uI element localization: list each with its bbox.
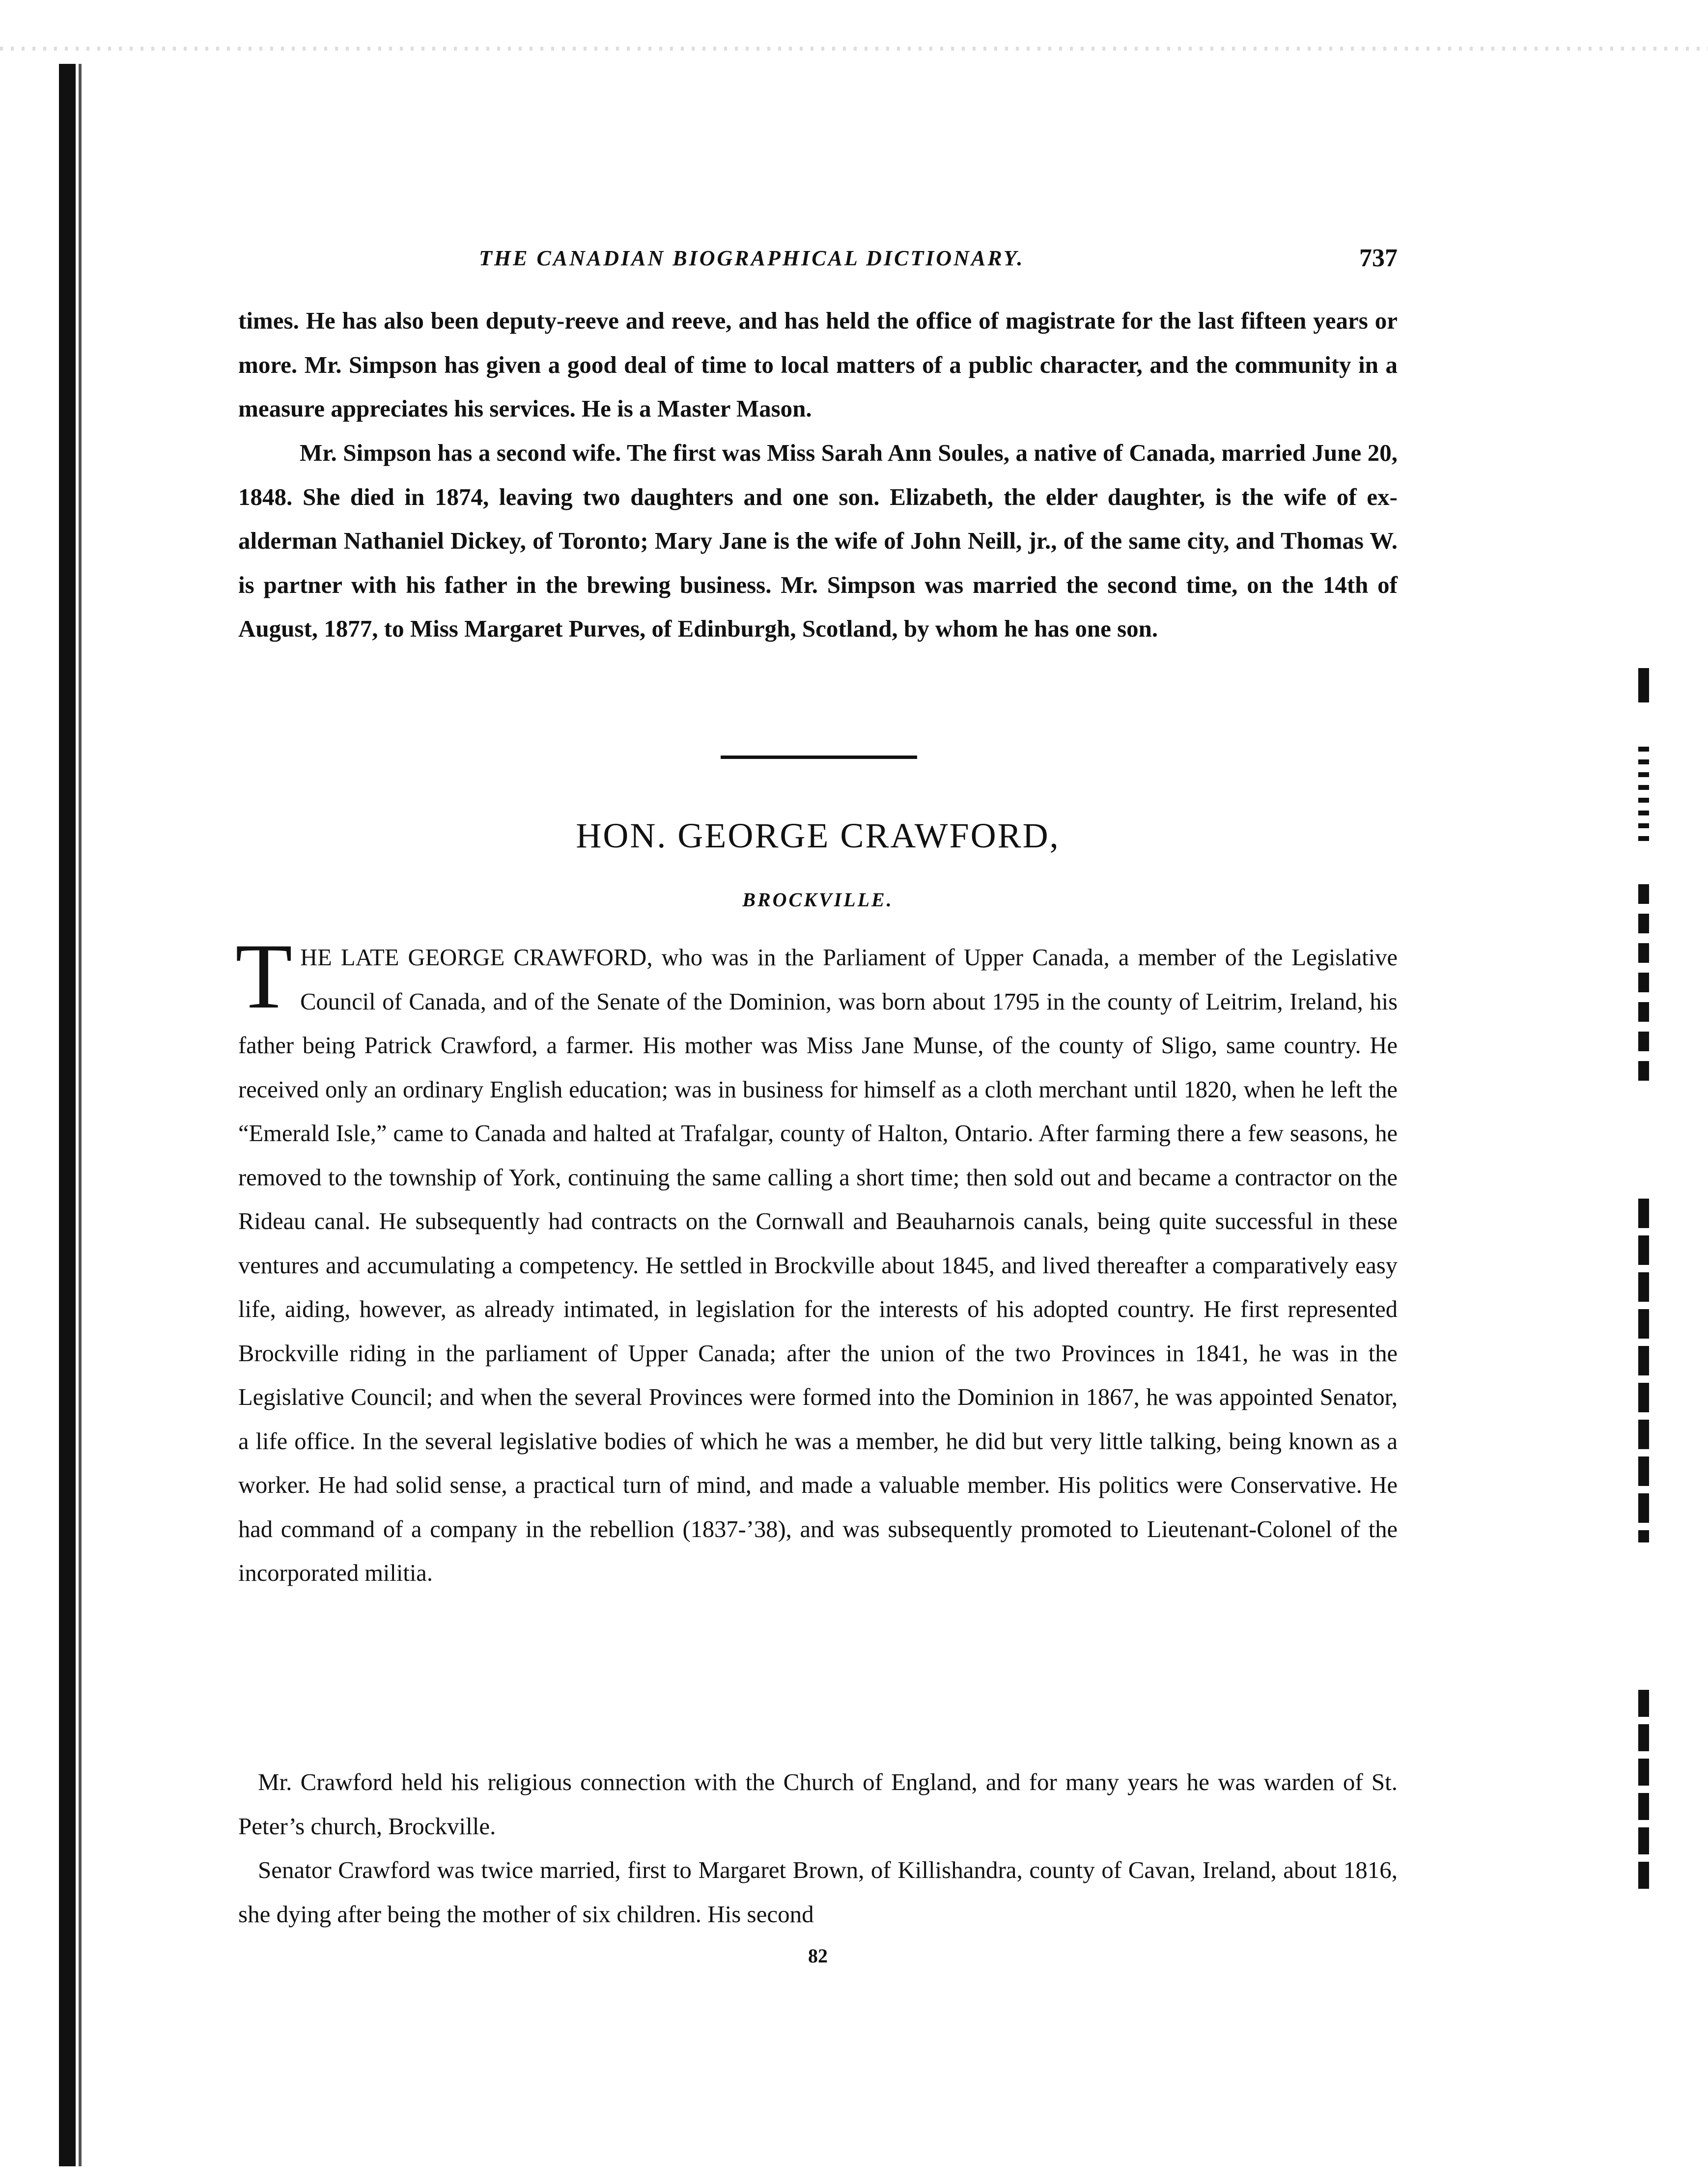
scan-noise-top (0, 47, 1708, 51)
entry-religion-paragraph: Mr. Crawford held his religious connection with the Church of England, and for many years he was warden of St. Peter’s church, Brockville. (238, 1768, 1398, 1840)
entry-heading: HON. GEORGE CRAWFORD, (576, 816, 1060, 855)
scan-binding-shadow (59, 64, 76, 2166)
running-head (238, 246, 1398, 280)
scan-binding-edge (79, 64, 82, 2166)
entry-first-paragraph (235, 925, 1398, 1596)
running-title: THE CANADIAN BIOGRAPHICAL DICTIONARY. (479, 246, 1025, 270)
drop-cap: T (235, 925, 293, 1028)
entry-marriage-paragraph: Senator Crawford was twice married, first to Margaret Brown, of Killishandra, county of Cavan, Ireland, about 1816, she dying after being the mother of six children. His second (238, 1856, 1398, 1928)
simpson-family-paragraph: Mr. Simpson has a second wife. The first was Miss Sarah Ann Soules, a native of Canada, married June 20, 1848. She died in 1874, leaving two daughters and one son. Elizabeth, the elder daughter, is the wife of ex-alderman Nathaniel Dickey, of Toronto; Mary Jane is the wife of John Neill, jr., of the same city, and Thomas W. is partner with his father in the brewing business. Mr. Simpson was married the second time, on the 14th of August, 1877, to Miss Margaret Purves, of Edinburgh, Scotland, by whom he has one son. (238, 439, 1398, 642)
signature-mark: 82 (808, 1945, 828, 1967)
scan-edge-mark (1638, 884, 1649, 1081)
scan-edge-mark (1638, 668, 1649, 702)
section-divider (721, 756, 917, 759)
scan-edge-mark (1638, 1690, 1649, 1896)
continued-paragraph: times. He has also been deputy-reeve and reeve, and has held the office of magistrate for the last fifteen years or more. Mr. Simpson has given a good deal of time to local matters of a public character, and the community in a measure appreciates his services. He is a Master Mason. (238, 307, 1398, 422)
scan-edge-mark (1638, 1199, 1649, 1542)
page-number: 737 (1359, 244, 1398, 272)
entry-first-paragraph-text: HE LATE GEORGE CRAWFORD, who was in the Parliament of Upper Canada, a member of the Legislative Council of Canada, and of the Senate of the Dominion, was born about 1795 in the county of Leitrim, Ireland, his father being Patrick Crawford, a farmer. His mother was Miss Jane Munse, of the county of Sligo, same country. He received only an ordinary English education; was in business for himself as a cloth merchant until 1820, when he left the “Emerald Isle,” came to Canada and halted at Trafalgar, county of Halton, Ontario. After farming there a few seasons, he removed to the township of York, continuing the same calling a short time; then sold out and became a contractor on the Rideau canal. He subsequently had contracts on the Cornwall and Beauharnois canals, being quite successful in these ventures and accumulating a competency. He settled in Brockville about 1845, and lived thereafter a comparatively easy life, aiding, however, as already intimated, in legislation for the interests of his adopted country. He first represented Brockville riding in the parliament of Upper Canada; after the union of the two Provinces in 1841, he was in the Legislative Council; and when the several Provinces were formed into the Dominion in 1867, he was appointed Senator, a life office. In the several legislative bodies of which he was a member, he did but very little talking, being known as a worker. He had solid sense, a practical turn of mind, and made a valuable member. His politics were Conservative. He had command of a company in the rebellion (1837-’38), and was subsequently promoted to Lieutenant-Colonel of the incorporated militia. (238, 945, 1398, 1586)
entry-location: BROCKVILLE. (742, 889, 894, 911)
scan-edge-mark (1638, 747, 1649, 845)
